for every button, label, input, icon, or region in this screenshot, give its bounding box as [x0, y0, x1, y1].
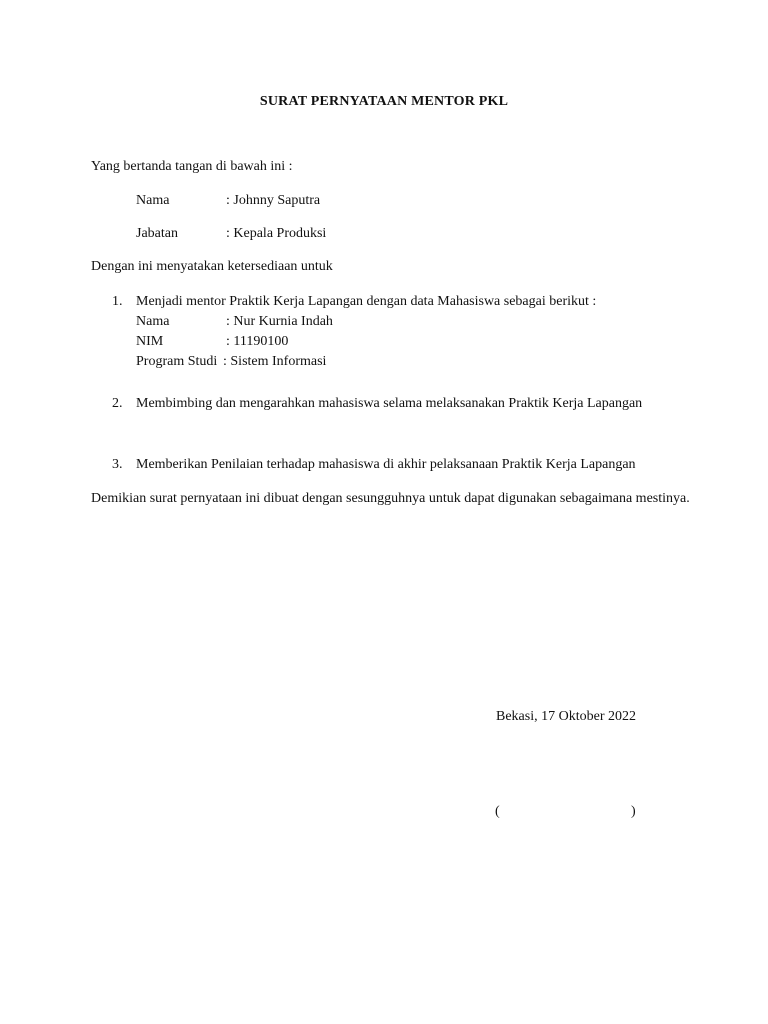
place-date: Bekasi, 17 Oktober 2022	[496, 709, 636, 724]
signature-open-paren: (	[495, 804, 500, 819]
signer-position-value: : Kepala Produksi	[226, 226, 327, 241]
list-item-number: 2.	[112, 396, 123, 411]
student-nim-value: : 11190100	[226, 334, 289, 349]
list-item-text: Membimbing dan mengarahkan mahasiswa selama melaksanakan Praktik Kerja Lapangan	[136, 396, 643, 411]
closing-text: Demikian surat pernyataan ini dibuat dengan sesungguhnya untuk dapat digunakan sebagaimana mestinya.	[91, 491, 690, 506]
student-name-value: : Nur Kurnia Indah	[226, 314, 333, 329]
list-item-number: 1.	[112, 294, 123, 309]
signer-name-value: : Johnny Saputra	[226, 193, 321, 208]
document-title: SURAT PERNYATAAN MENTOR PKL	[259, 94, 509, 109]
list-item-text: Menjadi mentor Praktik Kerja Lapangan dengan data Mahasiswa sebagai berikut :	[136, 294, 597, 309]
signer-position-label: Jabatan	[136, 226, 178, 241]
signature-close-paren: )	[631, 804, 636, 819]
student-nim-label: NIM	[136, 334, 164, 349]
statement-text: Dengan ini menyatakan ketersediaan untuk	[91, 259, 333, 274]
student-program-label: Program Studi	[136, 354, 218, 369]
intro-text: Yang bertanda tangan di bawah ini :	[91, 159, 293, 174]
signer-name-label: Nama	[136, 193, 170, 208]
list-item-number: 3.	[112, 457, 123, 472]
list-item-text: Memberikan Penilaian terhadap mahasiswa di akhir pelaksanaan Praktik Kerja Lapangan	[136, 457, 636, 472]
student-name-label: Nama	[136, 314, 170, 329]
student-program-value: : Sistem Informasi	[223, 354, 327, 369]
